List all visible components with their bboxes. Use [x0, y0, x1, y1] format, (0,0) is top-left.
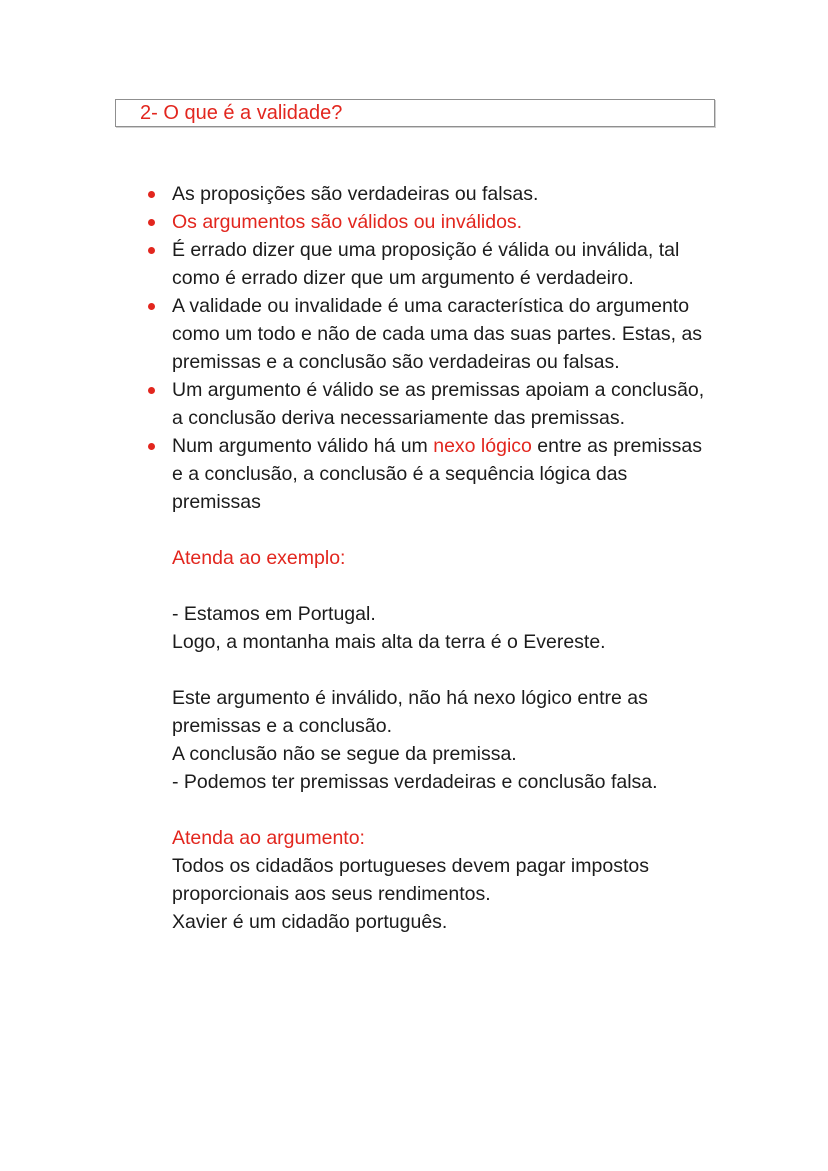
example-analysis [172, 684, 713, 796]
page-content [172, 180, 713, 936]
argument-heading: Atenda ao argumento: [172, 827, 365, 849]
bullet-item [172, 376, 713, 432]
bullet-text: É errado dizer que uma proposição é válida ou inválida, tal como é errado dizer que um argumento é verdadeiro. [172, 239, 680, 289]
bullet-item [172, 432, 713, 516]
bullet-text: Os argumentos são válidos ou inválidos. [172, 211, 523, 233]
bullet-dot-icon [148, 387, 155, 394]
bullet-item [172, 292, 713, 376]
page-title: 2- O que é a validade? [140, 102, 343, 124]
bullet-dot-icon [148, 247, 155, 254]
bullet-dot-icon [148, 191, 155, 198]
bullet-list [172, 180, 713, 516]
bullet-dot-icon [148, 219, 155, 226]
bullet-text: As proposições são verdadeiras ou falsas. [172, 183, 539, 205]
example-heading: Atenda ao exemplo: [172, 547, 346, 569]
paragraph-line: Xavier é um cidadão português. [172, 911, 448, 933]
paragraph-line: Todos os cidadãos portugueses devem pagar impostos proporcionais aos seus rendimentos. [172, 855, 649, 905]
bullet-dot-icon [148, 443, 155, 450]
bullet-dot-icon [148, 303, 155, 310]
bullet-item [172, 208, 713, 236]
paragraph-line: - Podemos ter premissas verdadeiras e conclusão falsa. [172, 771, 658, 793]
paragraph-line: - Estamos em Portugal. [172, 603, 376, 625]
paragraph-line: Este argumento é inválido, não há nexo lógico entre as premissas e a conclusão. [172, 687, 648, 737]
bullet-text: A validade ou invalidade é uma característica do argumento como um todo e não de cada uma das suas partes. Estas, as premissas e a conclusão são verdadeiras ou falsas. [172, 295, 703, 373]
example-premises [172, 600, 713, 656]
bullet-text: Um argumento é válido se as premissas apoiam a conclusão, a conclusão deriva necessariamente das premissas. [172, 379, 705, 429]
argument-lines [172, 852, 713, 936]
bullet-item [172, 236, 713, 292]
paragraph-line: Logo, a montanha mais alta da terra é o Evereste. [172, 631, 606, 653]
section-title-box [115, 99, 715, 127]
bullet-item [172, 180, 713, 208]
bullet-text: Num argumento válido há um nexo lógico entre as premissas e a conclusão, a conclusão é a sequência lógica das premissas [172, 435, 703, 513]
paragraph-line: A conclusão não se segue da premissa. [172, 743, 517, 765]
